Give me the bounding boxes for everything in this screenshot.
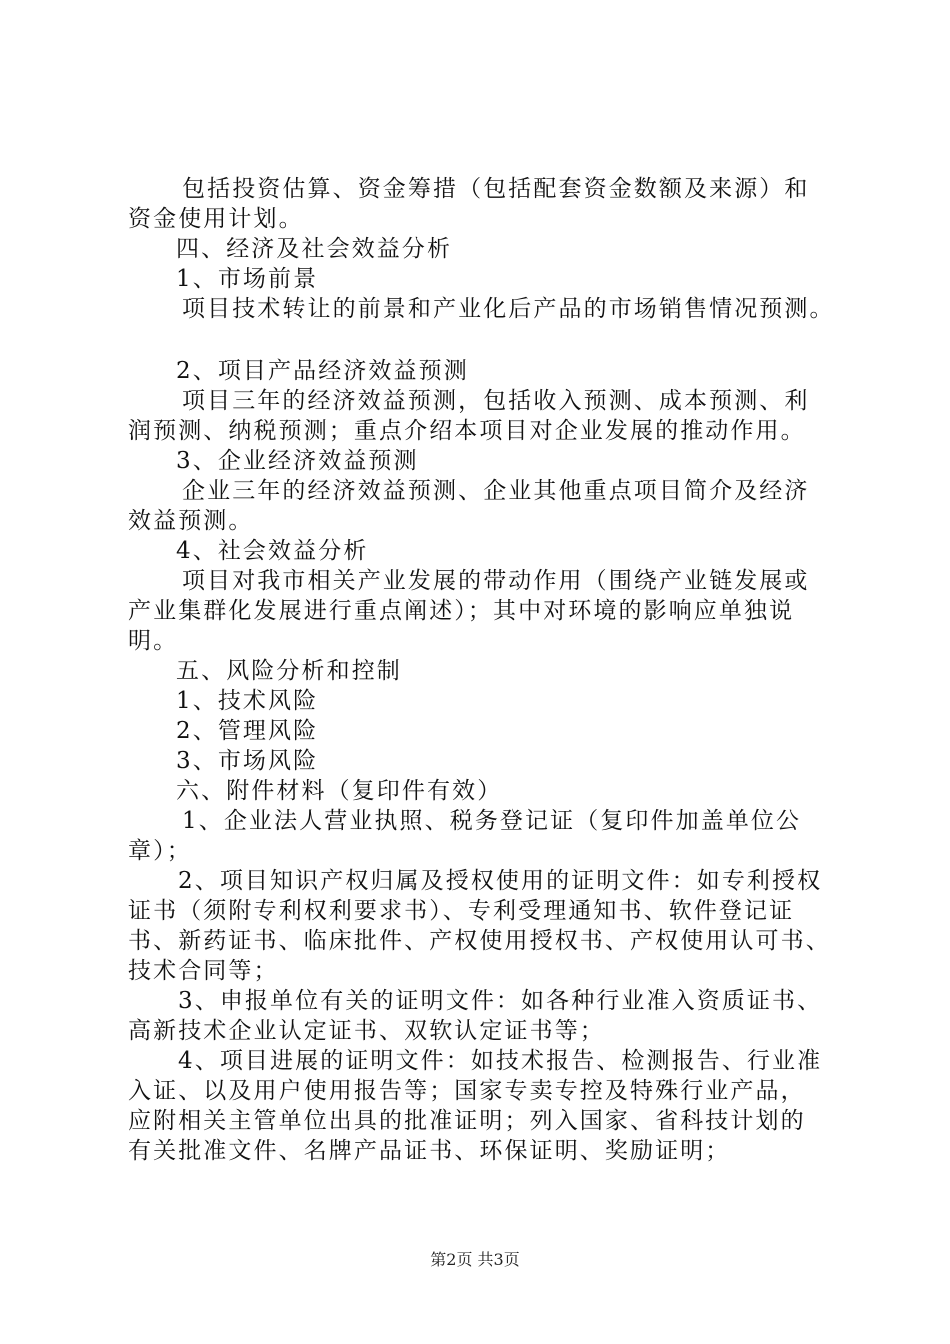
paragraph-line: 企业三年的经济效益预测、企业其他重点项目简介及经济 — [182, 478, 810, 504]
section-heading: 四、经济及社会效益分析 — [176, 236, 453, 262]
page-number-footer: 第2页 共3页 — [430, 1250, 520, 1269]
paragraph-line: 效益预测。 — [128, 508, 254, 534]
list-item: 3、申报单位有关的证明文件：如各种行业准入资质证书、 — [178, 988, 823, 1014]
subsection-heading: 4、社会效益分析 — [176, 538, 369, 564]
list-item: 2、项目知识产权归属及授权使用的证明文件：如专利授权 — [178, 868, 823, 894]
paragraph-line: 入证、以及用户使用报告等；国家专卖专控及特殊行业产品， — [128, 1078, 806, 1104]
paragraph-line: 应附相关主管单位出具的批准证明；列入国家、省科技计划的 — [128, 1108, 806, 1134]
list-item: 2、管理风险 — [176, 718, 319, 744]
paragraph-line: 产业集群化发展进行重点阐述）；其中对环境的影响应单独说 — [128, 598, 795, 624]
document-body — [128, 174, 838, 1166]
paragraph-line: 资金使用计划。 — [128, 206, 304, 232]
paragraph-line: 项目对我市相关产业发展的带动作用（围绕产业链发展或 — [182, 568, 810, 594]
paragraph-line: 章）； — [128, 838, 192, 864]
subsection-heading: 1、市场前景 — [176, 266, 319, 292]
paragraph-line: 明。 — [128, 628, 179, 654]
paragraph-gap — [128, 324, 838, 356]
subsection-heading: 2、项目产品经济效益预测 — [176, 358, 469, 384]
list-item: 1、企业法人营业执照、税务登记证（复印件加盖单位公 — [182, 808, 802, 834]
section-heading: 五、风险分析和控制 — [176, 658, 402, 684]
list-item: 3、市场风险 — [176, 748, 319, 774]
paragraph-line: 技术合同等； — [128, 958, 279, 984]
list-item: 4、项目进展的证明文件：如技术报告、检测报告、行业准 — [178, 1048, 823, 1074]
subsection-heading: 3、企业经济效益预测 — [176, 448, 419, 474]
paragraph-line: 润预测、纳税预测；重点介绍本项目对企业发展的推动作用。 — [128, 418, 806, 444]
paragraph-line: 有关批准文件、名牌产品证书、环保证明、奖励证明； — [128, 1138, 731, 1164]
paragraph-line: 项目技术转让的前景和产业化后产品的市场销售情况预测。 — [182, 296, 835, 322]
section-heading: 六、附件材料（复印件有效） — [176, 778, 503, 804]
paragraph-line: 包括投资估算、资金筹措（包括配套资金数额及来源）和 — [182, 176, 810, 202]
paragraph-line: 书、新药证书、临床批件、产权使用授权书、产权使用认可书、 — [128, 928, 831, 954]
list-item: 1、技术风险 — [176, 688, 319, 714]
paragraph-line: 项目三年的经济效益预测，包括收入预测、成本预测、利 — [182, 388, 810, 414]
paragraph-line: 高新技术企业认定证书、双软认定证书等； — [128, 1018, 605, 1044]
paragraph-line: 证书（须附专利权利要求书）、专利受理通知书、软件登记证 — [128, 898, 795, 924]
